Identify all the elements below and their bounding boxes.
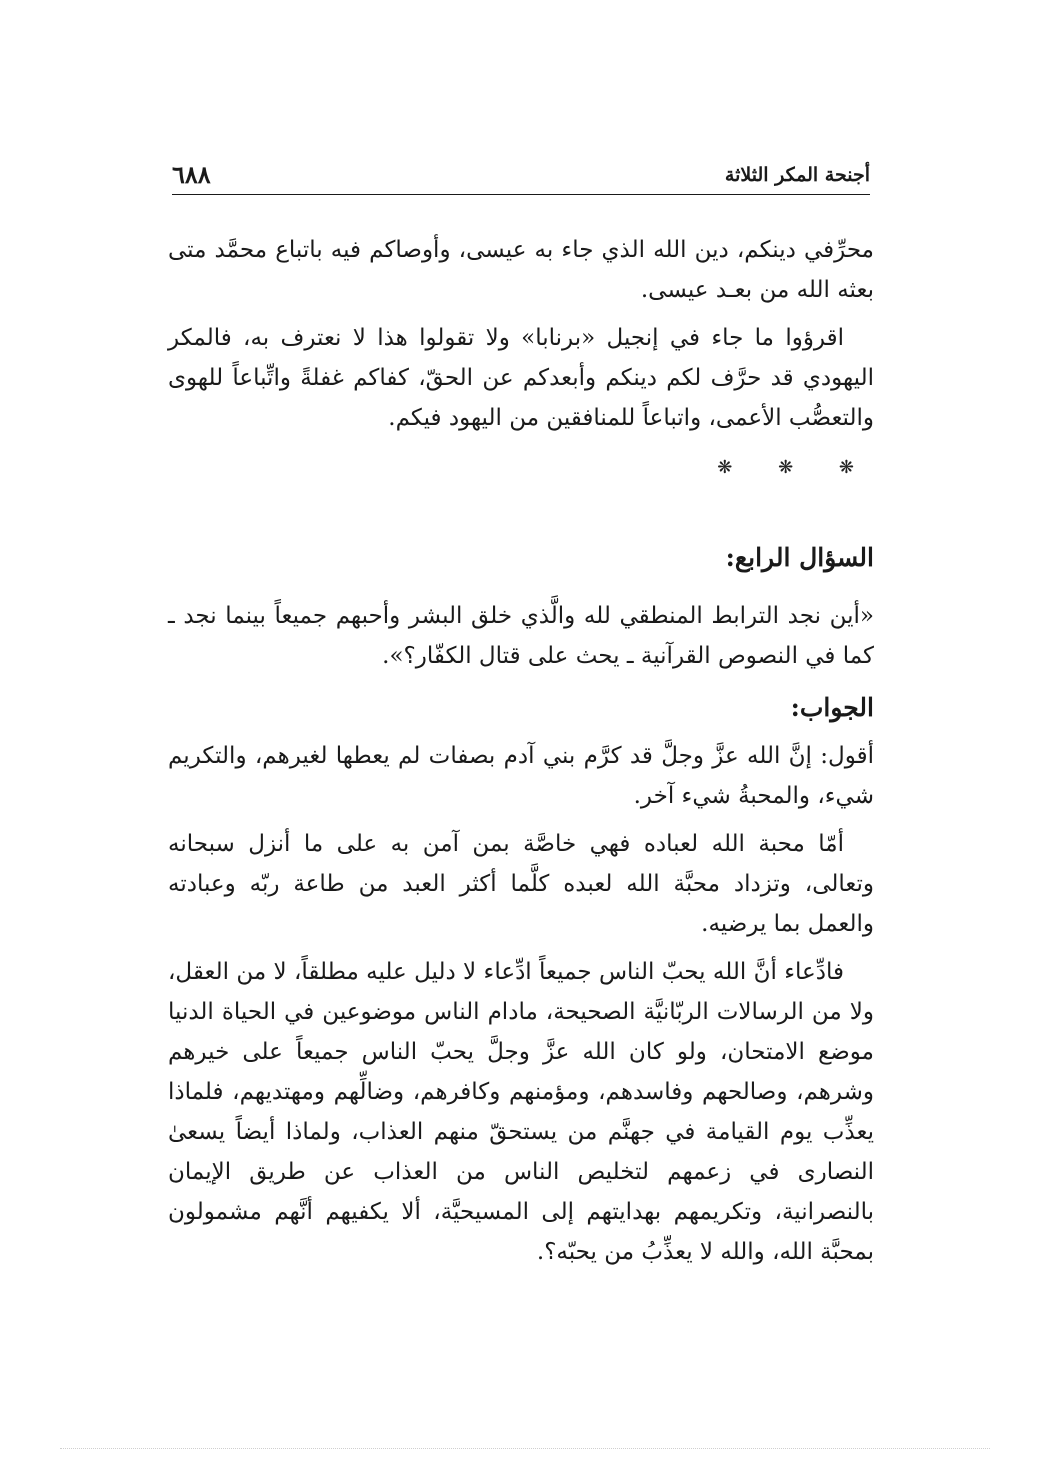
running-title: أجنحة المكر الثلاثة [724,164,870,186]
body-text [168,230,874,1280]
paragraph-barnabas: اقرؤوا ما جاء في إنجيل «برنابا» ولا تقولوا هذا لا نعترف به، فالمكر اليهودي قد حرَّف لكم دينكم وأبعدكم عن الحقّ، كفاكم غفلةً واتِّباعاً للهوى والتعصُّب الأعمى، واتباعاً للمنافقين من اليهود فيكم. [168,325,874,431]
paragraph-continuation: محرِّفي دينكم، دين الله الذي جاء به عيسى، وأوصاكم فيه باتباع محمَّد متى بعثه الله من بعـد عيسى. [168,237,874,303]
question-heading: السؤال الرابع: [725,543,874,572]
answer-paragraph-2: أمّا محبة الله لعباده فهي خاصَّة بمن آمن به على ما أنزل سبحانه وتعالى، وتزداد محبَّة الله لعبده كلَّما أكثر العبد من طاعة ربّه وعبادته والعمل بما يرضيه. [168,831,874,937]
question-text: «أين نجد الترابط المنطقي لله والَّذي خلق البشر وأحبهم جميعاً بينما نجد ـ كما في النصوص القرآنية ـ يحث على قتال الكفّار؟». [168,603,874,669]
answer-heading: الجواب: [790,693,874,722]
section-separator: ❋ ❋ ❋ [717,457,874,478]
page-number: ٦٨٨ [172,160,211,189]
answer-paragraph-1: أقول: إنَّ الله عزَّ وجلَّ قد كرَّم بني آدم بصفات لم يعطها لغيرهم، والتكريم شيء، والمحبةُ شيء آخر. [168,743,874,809]
scan-edge [60,1448,990,1450]
page-header [172,158,870,195]
answer-paragraph-3: فادِّعاء أنَّ الله يحبّ الناس جميعاً ادِّعاء لا دليل عليه مطلقاً، لا من العقل، ولا من الرسالات الربّانيَّة الصحيحة، مادام الناس موضوعين في الحياة الدنيا موضع الامتحان، ولو كان الله عزَّ وجلَّ يحبّ الناس جميعاً على خيرهم وشرهم، وصالحهم وفاسدهم، ومؤمنهم وكافرهم، وضالِّهم ومهتديهم، فلماذا يعذِّب يوم القيامة في جهنَّم من يستحقّ منهم العذاب، ولماذا أيضاً يسعىٰ النصارى في زعمهم لتخليص الناس من العذاب عن طريق الإيمان بالنصرانية، وتكريمهم بهدايتهم إلى المسيحيَّة، ألا يكفيهم أنَّهم مشمولون بمحبَّة الله، والله لا يعذِّبُ من يحبّه؟. [168,959,874,1265]
